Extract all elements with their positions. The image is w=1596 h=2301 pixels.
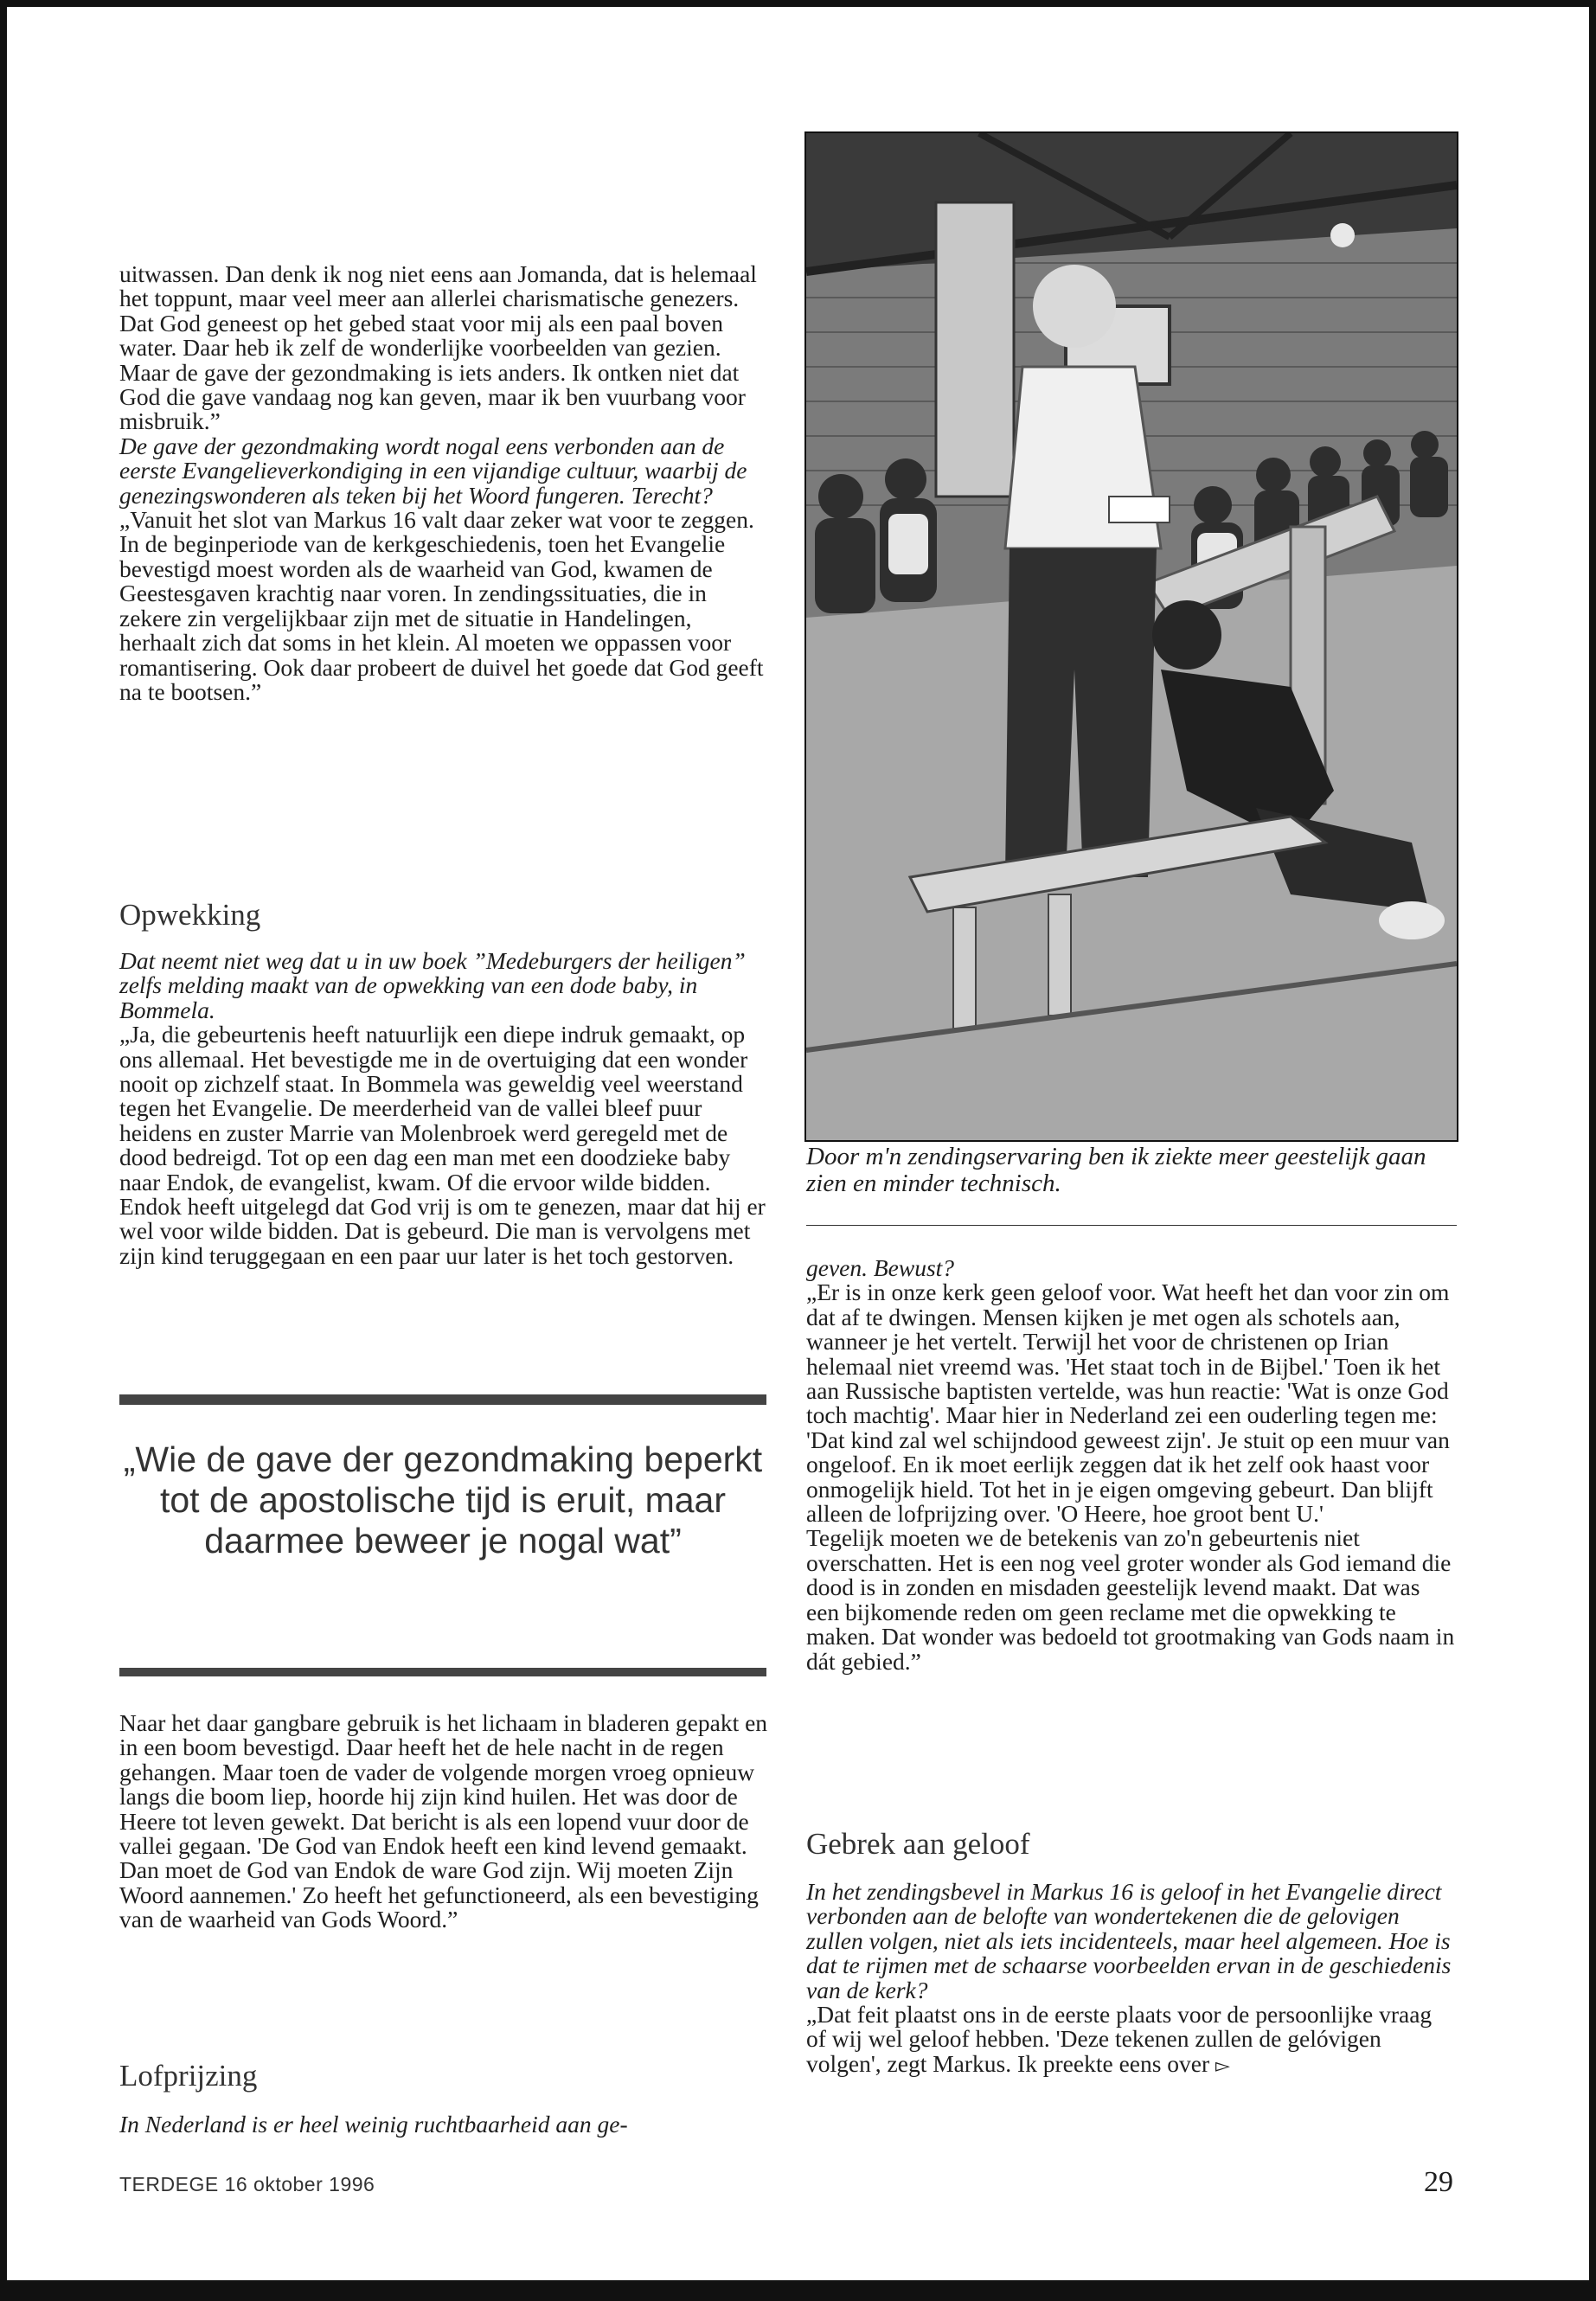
paragraph: Tegelijk moeten we de betekenis van zo'n gebeurtenis niet overschatten. Het is een nog veel groter wonder als God iemand die dood is in zonden en misdaden geestelijk levend maakt. Dat was een bijkomende reden om geen reclame met die opwekking te maken. Dat wonder was bedoeld tot grootmaking van Gods naam in dát gebied.” (806, 1524, 1455, 1675)
interview-question: De gave der gezondmaking wordt nogal eens verbonden aan de eerste Evangelieverkondiging in een vijandige cultuur, waarbij de genezingswonderen als teken bij het Woord fungeren. Terecht? (119, 432, 747, 509)
section-heading-lofprijzing: Lofprijzing (119, 2059, 258, 2093)
paragraph (806, 2003, 1457, 2079)
interview-question: Dat neemt niet weg dat u in uw boek ”Medeburgers der heiligen” zelfs melding maakt van de opwekking van een dode baby, in Bommela. (119, 947, 746, 1023)
left-column-top (119, 262, 770, 704)
right-column-bottom (806, 1880, 1457, 2079)
photo-illustration (806, 133, 1457, 1140)
page-border-right (1589, 0, 1596, 2301)
interview-question: geven. Bewust? (806, 1254, 955, 1281)
interview-question: In Nederland is er heel weinig ruchtbaarheid aan ge- (119, 2111, 628, 2138)
page-number: 29 (1424, 2166, 1453, 2198)
right-column-top (806, 1256, 1457, 1674)
church-photo (804, 131, 1458, 1142)
page-border-left (0, 0, 7, 2301)
publication-footer: TERDEGE 16 oktober 1996 (119, 2173, 375, 2195)
paragraph: „Vanuit het slot van Markus 16 valt daar zeker wat voor te zeggen. In de beginperiode van de kerkgeschiedenis, toen het Evangelie bevestigd moest worden als de waarheid van God, kwamen de Geestesgaven krachtig naar voren. In zendingssituaties, die in zekere zin vergelijkbaar zijn met de situatie in Handelingen, herhaalt zich dat soms in het klein. Al moeten we oppassen voor romantisering. Ook daar probeert de duivel het goede dat God geeft na te bootsen.” (119, 506, 764, 705)
paragraph: Naar het daar gangbare gebruik is het lichaam in bladeren gepakt en in een boom bevestigd. Daar heeft het de hele nacht in de regen gehangen. Maar toen de vader de volgende morgen vroeg opnieuw langs die boom liep, hoorde hij zijn kind huilen. Het was door de Heere tot leven gewekt. Dat bericht is als een lopend vuur door de vallei gegaan. 'De God van Endok heeft een kind levend gemaakt. Dan moet de God van Endok de ware God zijn. Wij moeten Zijn Woord aannemen.' Zo heeft het gefunctioneerd, als een bevestiging van de waarheid van Gods Woord.” (119, 1709, 768, 1933)
section-heading-gebrek-aan-geloof: Gebrek aan geloof (806, 1827, 1030, 1861)
continue-arrow-icon: ▻ (1215, 2054, 1230, 2077)
page-border-gap (7, 2275, 1589, 2280)
pull-quote: „Wie de gave der gezondmaking beperkt tot de apostolische tijd is eruit, maar daarmee beweer je nogal wat” (123, 1439, 763, 1561)
caption-rule (806, 1225, 1457, 1226)
pull-quote-rule-top (119, 1394, 766, 1405)
paragraph: uitwassen. Dan denk ik nog niet eens aan Jomanda, dat is helemaal het toppunt, maar veel meer aan allerlei charismatische genezers. Dat God geneest op het gebed staat voor mij als een paal boven water. Daar heb ik zelf de wonderlijke voorbeelden van gezien. Maar de gave der gezondmaking is iets anders. Ik ontken niet dat God die gave vandaag nog kan geven, maar ik ben vuurbang voor misbruik.” (119, 260, 757, 435)
paragraph: „Ja, die gebeurtenis heeft natuurlijk een diepe indruk gemaakt, op ons allemaal. Het bevestigde me in de overtuiging dat een wonder nooit op zichzelf staat. In Bommela was geweldig veel weerstand tegen het Evangelie. De meerderheid van de vallei bleef puur heidens en zuster Marrie van Molenbroek werd geregeld met de dood bedreigd. Tot op een dag een man met een doodzieke baby naar Endok, de evangelist, kwam. Of die ervoor wilde bidden. Endok heeft uitgelegd dat God vrij is om te genezen, maar dat hij er wel voor wilde bidden. Dat is gebeurd. Die man is vervolgens met zijn kind teruggegaan en een paar uur later is het toch gestorven. (119, 1021, 766, 1269)
section-heading-opwekking: Opwekking (119, 898, 261, 932)
left-column-middle (119, 949, 770, 1268)
interview-question: In het zendingsbevel in Markus 16 is geloof in het Evangelie direct verbonden aan de belofte van wondertekenen die de gelovigen zullen volgen, niet als iets incidenteels, maar heel algemeen. Hoe is dat te rijmen met de schaarse voorbeelden ervan in de geschiedenis van de kerk? (806, 1878, 1452, 2003)
page-border-top (0, 0, 1596, 7)
paragraph-text: „Dat feit plaatst ons in de eerste plaats voor de persoonlijke vraag of wij wel geloof hebben. 'Deze tekenen zullen de gelóvigen volgen', zegt Markus. Ik preekte eens over (806, 2001, 1433, 2077)
left-column-end (119, 2112, 770, 2137)
pull-quote-rule-bottom (119, 1668, 766, 1676)
photo-caption: Door m'n zendingservaring ben ik ziekte meer geestelijk gaan zien en minder technisch. (806, 1143, 1426, 1197)
paragraph: „Er is in onze kerk geen geloof voor. Wat heeft het dan voor zin om dat af te dwingen. Mensen kijken je met ogen als schotels aan, wanneer je het vertelt. Terwijl het voor de christenen op Irian helemaal niet vreemd was. 'Het staat toch in de Bijbel.' Toen ik het aan Russische baptisten vertelde, was hun reactie: 'Wat is onze God toch machtig'. Maar hier in Nederland zei een ouderling tegen me: 'Dat kind zal wel schijndood geweest zijn'. Je stuit op een muur van ongeloof. En ik moet eerlijk zeggen dat ik het zelf ook haast voor onmogelijk hield. Tot het in je eigen omgeving gebeurt. Dan blijft alleen de lofprijzing over. 'O Heere, hoe groot bent U.' (806, 1279, 1450, 1528)
left-column-bottom (119, 1711, 770, 1932)
